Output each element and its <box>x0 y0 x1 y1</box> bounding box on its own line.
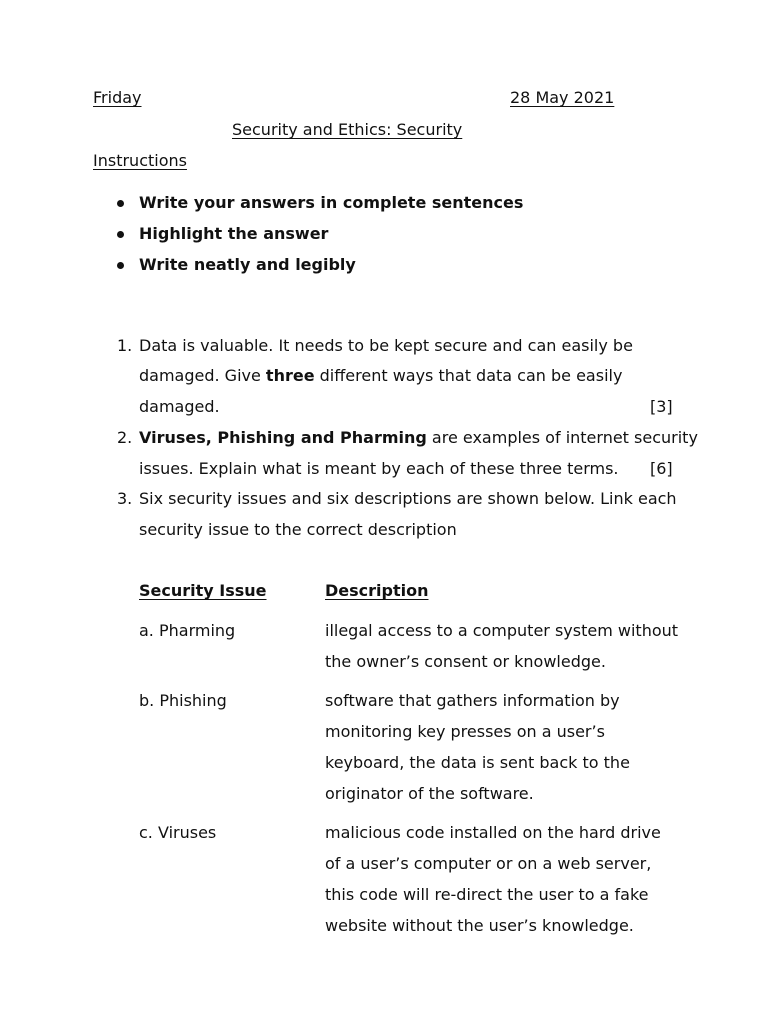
question-text-line <box>139 366 622 386</box>
description-line: this code will re-direct the user to a fake <box>325 885 649 904</box>
instruction-item: Highlight the answer <box>139 224 329 243</box>
emphasis-text: Viruses, Phishing and Pharming <box>139 428 427 447</box>
description-line: malicious code installed on the hard drive <box>325 823 661 842</box>
description-line: monitoring key presses on a user’s <box>325 722 605 741</box>
question-number: 1. <box>117 336 133 355</box>
description-line: software that gathers information by <box>325 691 620 710</box>
instructions-heading: Instructions <box>93 151 187 170</box>
day-label: Friday <box>93 88 142 107</box>
question-text-line: security issue to the correct description <box>139 520 457 539</box>
question-number: 3. <box>117 489 133 508</box>
bullet-icon <box>117 262 124 269</box>
description-line: the owner’s consent or knowledge. <box>325 652 606 671</box>
question-text: different ways that data can be easily <box>314 366 623 385</box>
worksheet-title: Security and Ethics: Security <box>232 120 463 139</box>
marks-label: [3] <box>650 397 673 416</box>
marks-label: [6] <box>650 459 673 478</box>
date-label: 28 May 2021 <box>510 88 615 107</box>
security-issue: c. Viruses <box>139 823 217 842</box>
description-line: website without the user’s knowledge. <box>325 916 634 935</box>
question-text-line: issues. Explain what is meant by each of these three terms. <box>139 459 619 478</box>
emphasis-text: three <box>265 366 315 385</box>
description-line: illegal access to a computer system without <box>325 621 679 640</box>
question-text: damaged. Give <box>139 366 266 385</box>
security-issue: b. Phishing <box>139 691 227 710</box>
security-issue: a. Pharming <box>139 621 236 640</box>
instruction-item: Write your answers in complete sentences <box>139 193 524 212</box>
description-line: keyboard, the data is sent back to the <box>325 753 630 772</box>
question-text-line: Six security issues and six descriptions are shown below. Link each <box>139 489 677 508</box>
instruction-item: Write neatly and legibly <box>139 255 356 274</box>
question-number: 2. <box>117 428 133 447</box>
bullet-icon <box>117 231 124 238</box>
bullet-icon <box>117 200 124 207</box>
description-line: of a user’s computer or on a web server, <box>325 854 652 873</box>
question-text: are examples of internet security <box>426 428 698 447</box>
description-line: originator of the software. <box>325 784 534 803</box>
question-text-line: Data is valuable. It needs to be kept secure and can easily be <box>139 336 633 355</box>
column-header-description: Description <box>325 581 429 600</box>
column-header-security-issue: Security Issue <box>139 581 267 600</box>
question-text-line: damaged. <box>139 397 220 416</box>
question-text-line <box>139 428 698 448</box>
